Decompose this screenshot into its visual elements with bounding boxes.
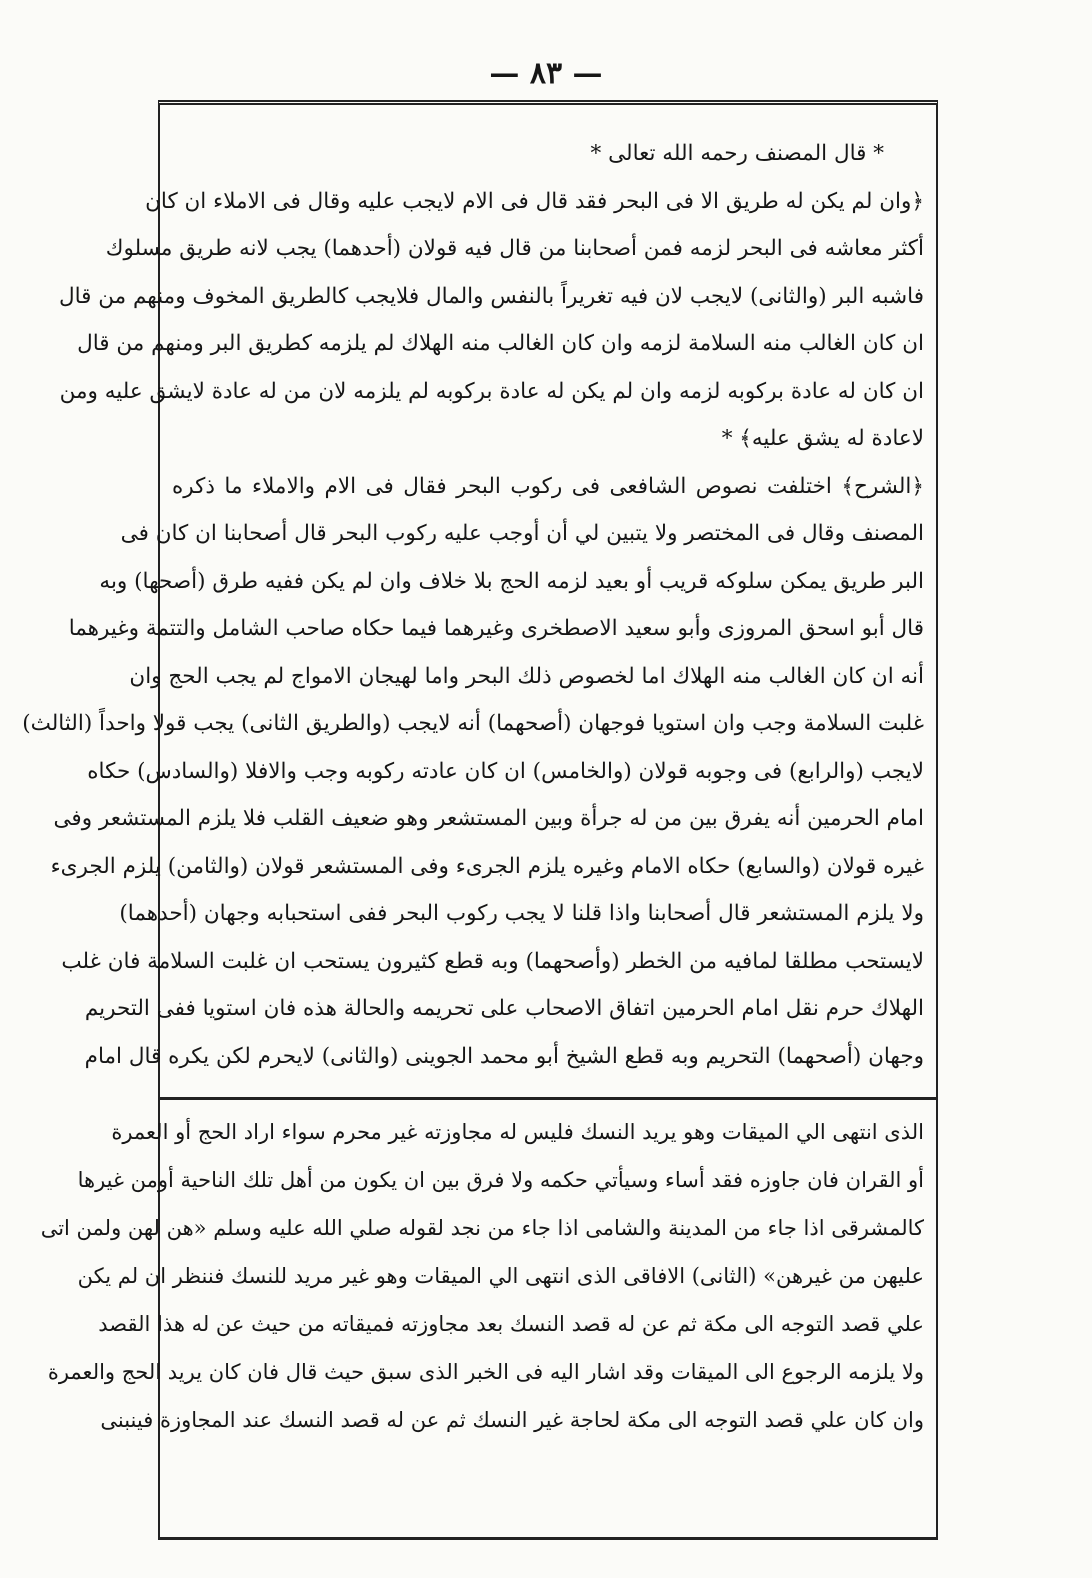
text-line: ان كان الغالب منه السلامة لزمه وان كان الغالب منه الهلاك لم يلزمه كطريق البر ومنهم من قال [77, 331, 924, 356]
footnote-line: عليهن من غيرهن» (الثانى) الافاقى الذى انتهى الي الميقات وهو غير مريد للنسك فننظر ان لم يكن [77, 1264, 924, 1288]
text-line: أنه ان كان الغالب منه الهلاك اما لخصوص ذلك البحر واما لهيجان الامواج لم يجب الحج وان [129, 663, 924, 689]
text-line: المصنف وقال فى المختصر ولا يتبين لي أن أوجب عليه ركوب البحر قال أصحابنا ان كان فى [120, 521, 924, 546]
text-line: غلبت السلامة وجب وان استويا فوجهان (أصحهما) أنه لايجب (والطريق الثانى) يجب قولا واحداً (الثالث) [22, 711, 924, 736]
text-line: لايجب (والرابع) فى وجوبه قولان (والخامس) ان كان عادته ركوبه وجب والافلا (والسادس) حكاه [87, 758, 924, 784]
text-line: ﴿وان لم يكن له طريق الا فى البحر فقد قال فى الام لايجب عليه وقال فى الاملاء ان كان [145, 188, 924, 214]
footnote-line: علي قصد التوجه الى مكة ثم عن له قصد النسك بعد مجاوزته فميقاته من حيث عن له هذا القصد [98, 1312, 924, 1336]
text-line: لايستحب مطلقا لمافيه من الخطر (وأصحهما) وبه قطع كثيرون يستحب ان غلبت السلامة فان غلب [61, 948, 924, 974]
text-line: وجهان (أصحهما) التحريم وبه قطع الشيخ أبو محمد الجوينى (والثانى) لايحرم لكن يكره قال امام [84, 1043, 924, 1069]
text-line: ان كان له عادة بركوبه لزمه وان لم يكن له عادة بركوبه لم يلزمه لان من له عادة لايشق عليه ومن [59, 378, 924, 404]
text-line: قال أبو اسحق المروزى وأبو سعيد الاصطخرى وغيرهما فيما حكاه صاحب الشامل والتتمة وغيرهما [68, 616, 924, 641]
text-line: أكثر معاشه فى البحر لزمه فمن أصحابنا من قال فيه قولان (أحدهما) يجب لانه طريق مسلوك [105, 236, 924, 261]
text-line: فاشبه البر (والثانى) لايجب لان فيه تغريراً بالنفس والمال فلايجب كالطريق المخوف ومنهم من قال [58, 283, 924, 309]
text-line: لاعادة له يشق عليه﴾ * [721, 426, 924, 451]
text-line: امام الحرمين أنه يفرق بين من له جرأة وبين المستشعر وهو ضعيف القلب فلا يلزم المستشعر وفى [53, 806, 924, 831]
footnote-divider [160, 1097, 936, 1100]
text-line: ولا يلزم المستشعر قال أصحابنا واذا قلنا لا يجب ركوب البحر ففى استحبابه وجهان (أحدهما) [119, 901, 924, 926]
footnote-line: ولا يلزمه الرجوع الى الميقات وقد اشار اليه فى الخبر الذى سبق حيث قال فان كان يريد الحج والعمرة [47, 1360, 924, 1384]
footnote-line: الذى انتهى الي الميقات وهو يريد النسك فليس له مجاوزته غير محرم سواء اراد الحج أو العمرة [111, 1120, 924, 1144]
footnote-line: وان كان علي قصد التوجه الى مكة لحاجة غير النسك ثم عن له قصد النسك عند المجاوزة فينبنى [100, 1408, 924, 1432]
text-line: * قال المصنف رحمه الله تعالى * [590, 141, 884, 166]
text-line: غيره قولان (والسابع) حكاه الامام وغيره يلزم الجرىء وفى المستشعر قولان (والثامن) يلزم الجرىء [50, 853, 924, 879]
text-line: الهلاك حرم نقل امام الحرمين اتفاق الاصحاب على تحريمه والحالة هذه فان استويا ففى التحريم [84, 996, 924, 1021]
text-line: البر طريق يمكن سلوكه قريب أو بعيد لزمه الحج بلا خلاف وان لم يكن ففيه طرق (أصحها) وبه [99, 568, 924, 594]
footnote-text [40, 1108, 924, 1444]
footnote-line: أو القران فان جاوزه فقد أساء وسيأتي حكمه ولا فرق بين ان يكون من أهل تلك الناحية أومن غيرها [77, 1168, 924, 1192]
page-number: — ٨٣ — [489, 56, 603, 91]
text-line: ﴿الشرح﴾ اختلفت نصوص الشافعى فى ركوب البحر فقال فى الام والاملاء ما ذكره [172, 473, 924, 499]
main-text [22, 130, 924, 1080]
footnote-line: كالمشرقى اذا جاء من المدينة والشامى اذا جاء من نجد لقوله صلي الله عليه وسلم «هن لهن ولمن اتى [40, 1216, 924, 1240]
